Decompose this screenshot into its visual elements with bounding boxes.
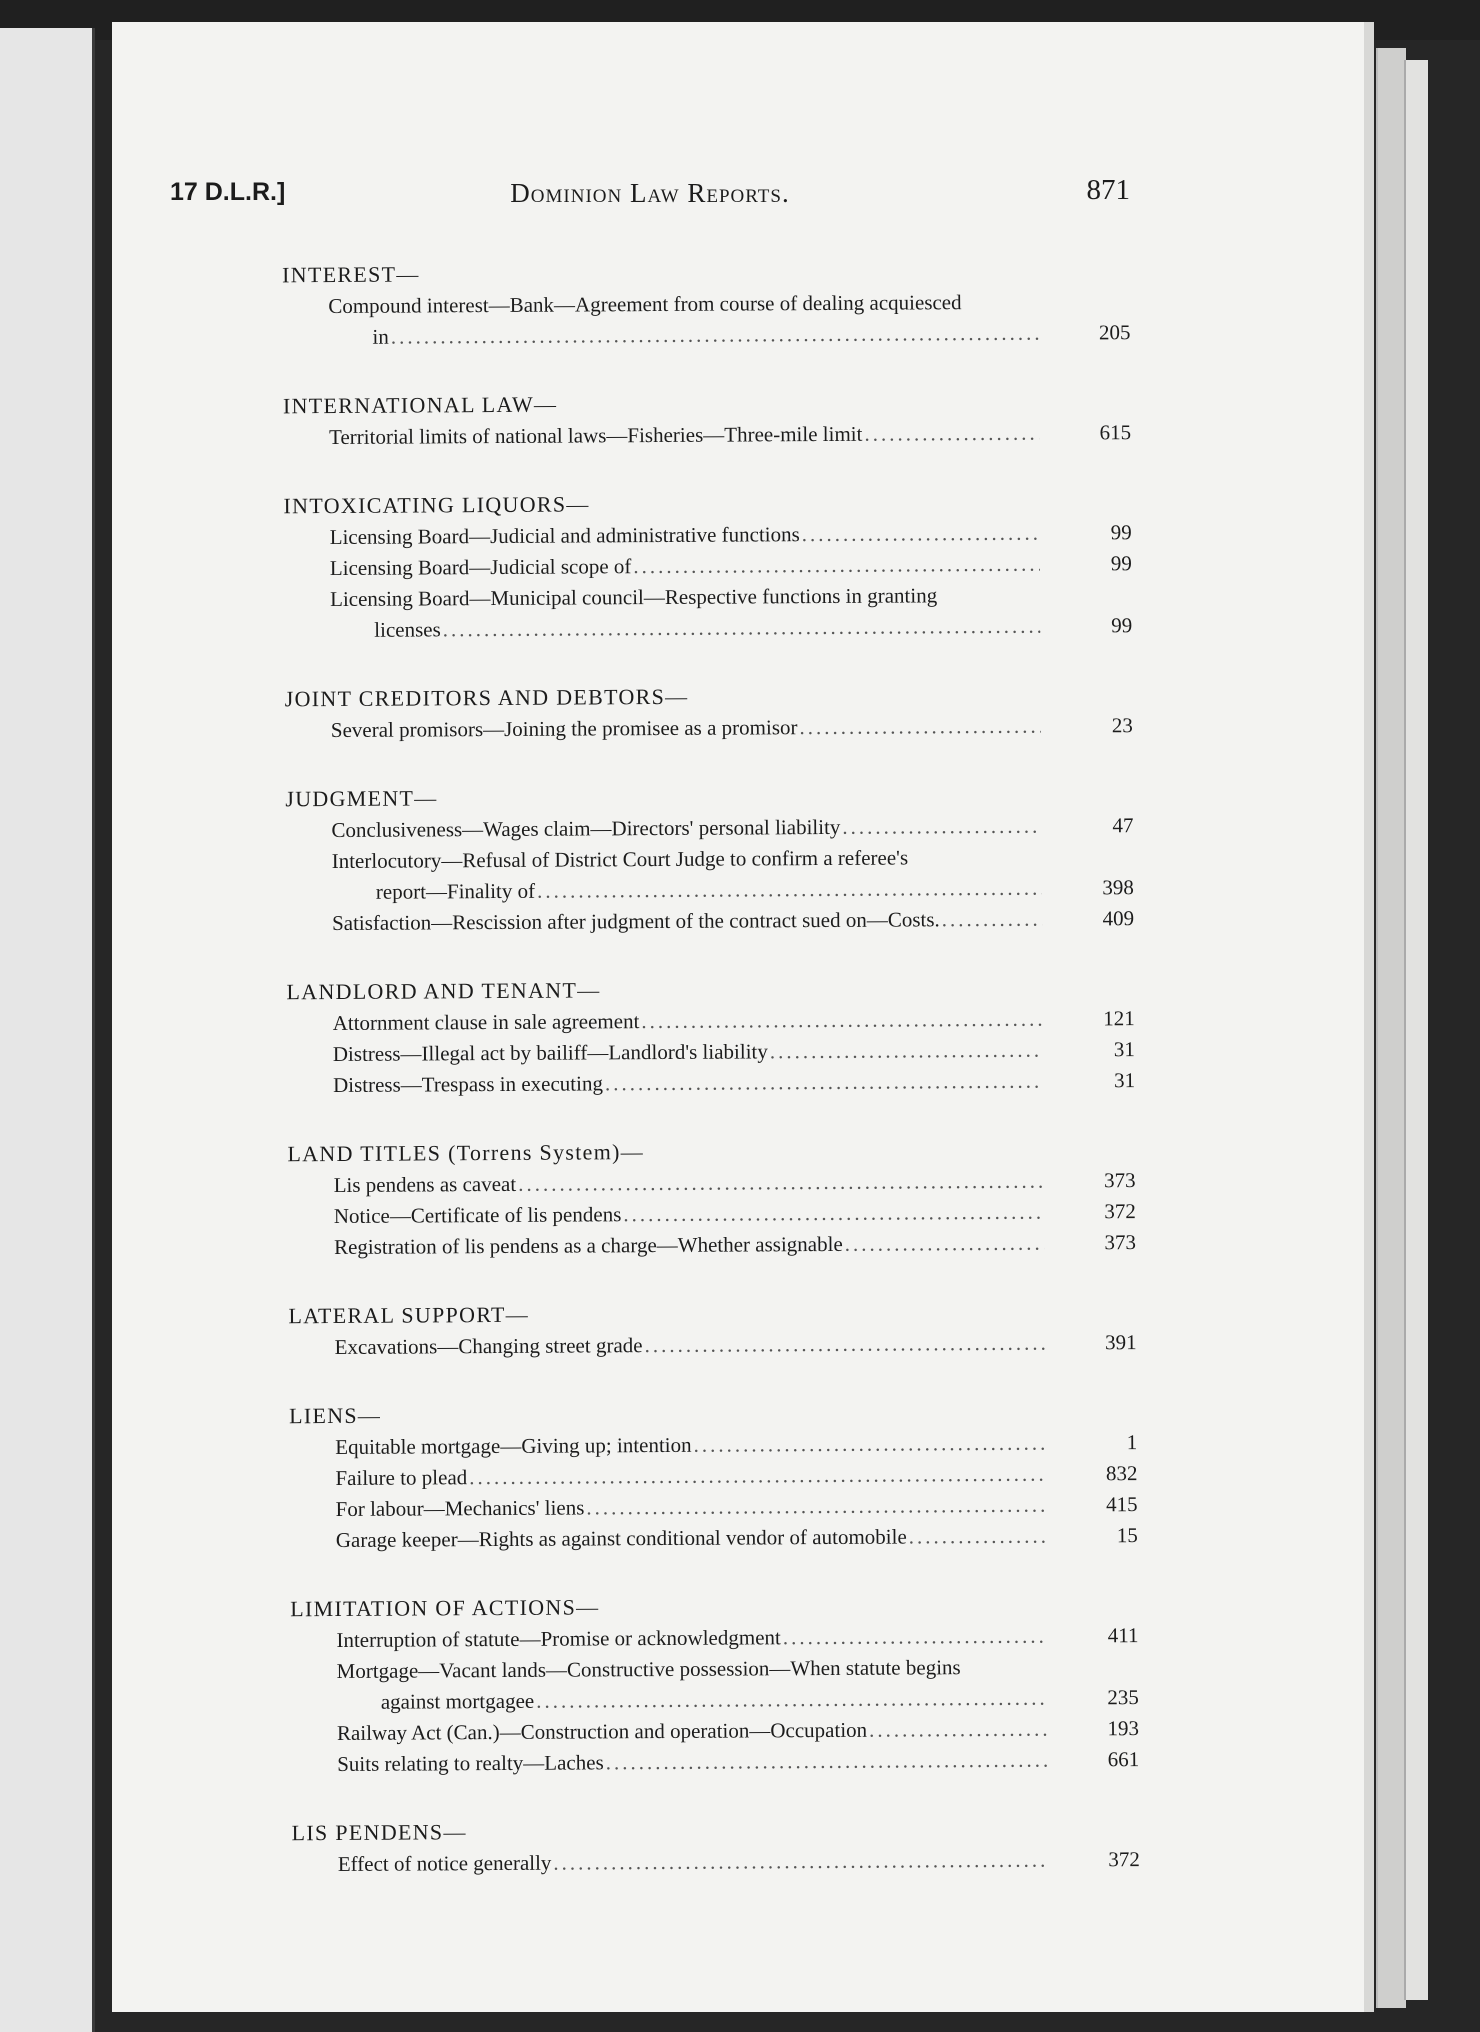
entry-continuation: report—Finality of bbox=[375, 878, 536, 904]
section-heading: JOINT CREDITORS AND DEBTORS— bbox=[284, 683, 689, 712]
section-heading: INTERNATIONAL LAW— bbox=[282, 391, 558, 419]
entry-text: Territorial limits of national laws—Fisheries—Three-mile limit bbox=[329, 421, 863, 450]
dot-leader bbox=[469, 1459, 1045, 1494]
running-title: Dominion Law Reports. bbox=[510, 178, 790, 208]
dot-leader bbox=[869, 1714, 1047, 1746]
dot-leader bbox=[802, 518, 1040, 550]
index-entry bbox=[173, 710, 1133, 747]
page-reference: 99 bbox=[1110, 551, 1132, 576]
entry-text: Conclusiveness—Wages claim—Directors' personal liability bbox=[331, 814, 841, 843]
page-reference: 411 bbox=[1107, 1623, 1139, 1648]
index-section bbox=[174, 971, 1135, 1102]
dot-leader bbox=[623, 1197, 1044, 1231]
page-reference: 832 bbox=[1105, 1461, 1138, 1486]
page-reference: 1 bbox=[1126, 1430, 1138, 1455]
index-entry bbox=[172, 579, 1132, 647]
index-section bbox=[173, 778, 1134, 940]
section-heading: JUDGMENT— bbox=[285, 785, 438, 812]
entry-continuation: licenses bbox=[374, 617, 441, 642]
entry-text: Railway Act (Can.)—Construction and operation—Occupation bbox=[336, 1717, 868, 1746]
entry-text: Licensing Board—Municipal council—Respective functions in granting bbox=[330, 583, 938, 612]
page-reference: 373 bbox=[1104, 1168, 1136, 1193]
entry-text: Mortgage—Vacant lands—Constructive possession—When statute begins bbox=[336, 1655, 961, 1684]
dot-leader bbox=[443, 611, 1041, 646]
facing-page-edge bbox=[0, 28, 95, 2032]
entry-text: Several promisors—Joining the promisee as a promisor bbox=[330, 715, 798, 743]
page-reference: 661 bbox=[1107, 1747, 1140, 1772]
entry-text: For labour—Mechanics' liens bbox=[335, 1495, 585, 1522]
page-reference: 193 bbox=[1107, 1716, 1140, 1741]
running-header bbox=[170, 168, 1130, 218]
index-section bbox=[175, 1133, 1136, 1264]
dot-leader bbox=[770, 1035, 1043, 1068]
index-entry bbox=[174, 841, 1134, 909]
index-entry bbox=[176, 1227, 1136, 1264]
entry-text: Notice—Certificate of lis pendens bbox=[333, 1202, 622, 1229]
index-entry bbox=[170, 286, 1130, 354]
dot-leader bbox=[537, 873, 1042, 907]
dot-leader bbox=[644, 1328, 1044, 1361]
dot-leader bbox=[641, 1004, 1042, 1037]
dot-leader bbox=[909, 1521, 1046, 1553]
section-heading: INTEREST— bbox=[282, 261, 420, 288]
index-entry bbox=[180, 1844, 1140, 1881]
dot-leader bbox=[942, 904, 1042, 936]
dot-leader bbox=[845, 1228, 1044, 1260]
index-section bbox=[178, 1588, 1139, 1781]
page-reference: 205 bbox=[1098, 320, 1131, 345]
section-heading: LIMITATION OF ACTIONS— bbox=[290, 1594, 600, 1622]
entry-text: Suits relating to realty—Laches bbox=[337, 1750, 604, 1777]
entry-continuation: against mortgagee bbox=[380, 1688, 535, 1714]
section-heading: LAND TITLES (Torrens System)— bbox=[287, 1139, 645, 1167]
page-stack-edge-outer bbox=[1404, 60, 1428, 2000]
index-section bbox=[170, 254, 1131, 354]
dot-leader bbox=[606, 1745, 1048, 1779]
dot-leader bbox=[536, 1683, 1047, 1717]
page-reference: 373 bbox=[1104, 1230, 1137, 1255]
index-entry bbox=[177, 1327, 1137, 1364]
index-section bbox=[171, 485, 1132, 647]
entry-text: Interruption of statute—Promise or acknowledgment bbox=[336, 1625, 781, 1653]
entry-text: Distress—Trespass in executing bbox=[332, 1071, 603, 1098]
index-entry bbox=[174, 903, 1134, 940]
section-heading: LIS PENDENS— bbox=[291, 1819, 467, 1846]
entry-text: Satisfaction—Rescission after judgment of the contract sued on—Costs. bbox=[331, 907, 940, 936]
entry-continuation: in bbox=[372, 324, 389, 349]
entry-text: Attornment clause in sale agreement bbox=[332, 1009, 640, 1036]
dot-leader bbox=[633, 549, 1040, 582]
entry-text: Licensing Board—Judicial and administrative functions bbox=[329, 522, 800, 550]
page-stack-edge bbox=[1376, 48, 1406, 2008]
page-reference: 372 bbox=[1108, 1847, 1140, 1872]
index-section bbox=[180, 1812, 1140, 1881]
entry-text: Equitable mortgage—Giving up; intention bbox=[335, 1432, 692, 1460]
entry-text: Licensing Board—Judicial scope of bbox=[329, 554, 632, 581]
entry-text: Failure to plead bbox=[335, 1465, 468, 1491]
entry-text: Effect of notice generally bbox=[337, 1850, 552, 1877]
dot-leader bbox=[553, 1845, 1048, 1879]
page-number: 871 bbox=[1086, 174, 1130, 206]
index-section bbox=[171, 385, 1131, 454]
page-reference: 615 bbox=[1099, 420, 1132, 445]
page-reference: 235 bbox=[1107, 1685, 1139, 1710]
dot-leader bbox=[586, 1490, 1045, 1524]
entry-text: Compound interest—Bank—Agreement from course of dealing acquiesced bbox=[328, 290, 962, 319]
page-reference: 415 bbox=[1106, 1492, 1138, 1517]
page-reference: 398 bbox=[1102, 875, 1134, 900]
section-heading: LIENS— bbox=[288, 1402, 382, 1429]
dot-leader bbox=[783, 1621, 1047, 1654]
page-reference: 391 bbox=[1105, 1330, 1137, 1355]
index-entry bbox=[171, 417, 1131, 454]
entry-text: Excavations—Changing street grade bbox=[334, 1333, 643, 1360]
entry-text: Garage keeper—Rights as against conditional vendor of automobile bbox=[335, 1524, 907, 1553]
dot-leader bbox=[842, 811, 1041, 843]
volume-reference: 17 D.L.R.] bbox=[170, 178, 286, 206]
dot-leader bbox=[694, 1428, 1046, 1461]
subject-index bbox=[170, 254, 1140, 1918]
index-entry bbox=[179, 1744, 1139, 1781]
dot-leader bbox=[391, 318, 1039, 353]
dot-leader bbox=[799, 711, 1041, 743]
section-heading: LATERAL SUPPORT— bbox=[288, 1301, 530, 1329]
index-section bbox=[176, 1295, 1136, 1364]
page-reference: 23 bbox=[1111, 713, 1133, 738]
entry-text: Registration of lis pendens as a charge—Whether assignable bbox=[333, 1231, 843, 1260]
dot-leader bbox=[518, 1166, 1044, 1200]
section-heading: LANDLORD AND TENANT— bbox=[286, 977, 601, 1005]
page-reference: 31 bbox=[1113, 1037, 1135, 1062]
entry-text: Distress—Illegal act by bailiff—Landlord's liability bbox=[332, 1039, 768, 1067]
dot-leader bbox=[864, 418, 1039, 450]
page-reference: 15 bbox=[1116, 1523, 1138, 1548]
page-reference: 47 bbox=[1112, 813, 1134, 838]
page-reference: 99 bbox=[1110, 520, 1132, 545]
section-heading: INTOXICATING LIQUORS— bbox=[283, 491, 590, 519]
page-reference: 31 bbox=[1113, 1068, 1136, 1093]
index-entry bbox=[179, 1651, 1139, 1719]
entry-text: Interlocutory—Refusal of District Court Judge to confirm a referee's bbox=[331, 845, 909, 874]
page-reference: 99 bbox=[1111, 613, 1133, 638]
page-reference: 121 bbox=[1103, 1006, 1135, 1031]
index-entry bbox=[175, 1065, 1135, 1102]
dot-leader bbox=[605, 1066, 1043, 1100]
index-section bbox=[177, 1395, 1138, 1557]
index-section bbox=[173, 678, 1133, 747]
page-reference: 372 bbox=[1104, 1199, 1136, 1224]
entry-text: Lis pendens as caveat bbox=[333, 1171, 517, 1198]
index-entry bbox=[178, 1520, 1138, 1557]
page-reference: 409 bbox=[1102, 906, 1135, 931]
